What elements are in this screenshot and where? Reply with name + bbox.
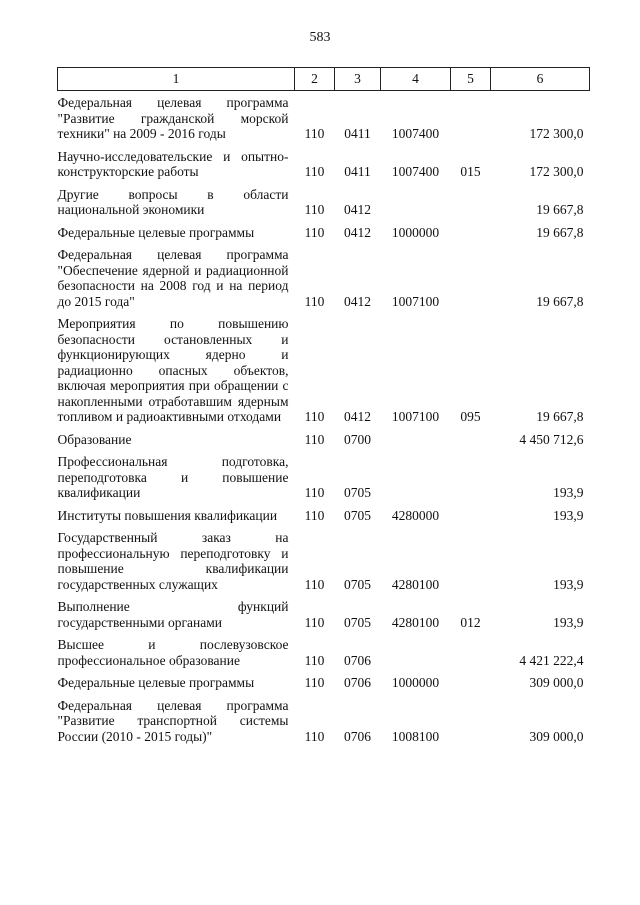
row-amount: 172 300,0 — [529, 164, 584, 179]
row-name: Федеральная целевая программа "Развитие гражданской морской техники" на 2009 - 2016 годы — [57, 95, 289, 141]
row-col-2: 110 — [304, 164, 325, 179]
row-col-3: 0705 — [344, 576, 371, 592]
row-amount: 19 667,8 — [536, 293, 584, 309]
row-col-3: 0411 — [344, 126, 371, 141]
table-header-row — [58, 68, 590, 91]
table-row — [58, 316, 590, 432]
row-col-3: 0412 — [344, 409, 371, 424]
row-col-4: 4280000 — [391, 507, 440, 523]
row-col-5 — [451, 454, 491, 508]
row-col-5 — [451, 637, 491, 675]
table-row — [58, 91, 590, 149]
row-col-2: 110 — [304, 728, 325, 744]
header-col-3: 3 — [335, 68, 381, 91]
table-row — [58, 675, 590, 698]
row-amount: 19 667,8 — [536, 224, 584, 240]
row-col-4 — [381, 187, 451, 225]
row-col-4: 1007100 — [391, 293, 440, 309]
row-name: Образование — [57, 431, 132, 447]
row-col-2: 110 — [304, 576, 325, 592]
row-col-3: 0412 — [344, 224, 371, 240]
table-row — [58, 454, 590, 508]
row-name: Другие вопросы в области национальной экономики — [57, 186, 289, 217]
table-body — [58, 91, 590, 752]
row-col-5 — [451, 698, 491, 752]
row-col-3: 0705 — [344, 507, 371, 523]
row-col-3: 0706 — [344, 675, 371, 690]
table-row — [58, 432, 590, 455]
row-col-3: 0706 — [344, 728, 371, 744]
table-row — [58, 149, 590, 187]
row-col-4: 1008100 — [391, 728, 440, 744]
row-col-5: 012 — [460, 614, 481, 630]
row-name: Выполнение функций государственными органами — [57, 599, 289, 630]
row-col-5 — [451, 225, 491, 248]
row-col-5 — [451, 91, 491, 149]
row-col-4: 1007400 — [391, 126, 440, 141]
row-col-5 — [451, 508, 491, 531]
row-col-5 — [451, 530, 491, 599]
row-col-5 — [451, 675, 491, 698]
row-col-2: 110 — [304, 293, 325, 309]
row-amount: 19 667,8 — [536, 409, 584, 424]
header-col-1: 1 — [58, 68, 295, 91]
row-col-5 — [451, 187, 491, 225]
row-col-3: 0700 — [344, 431, 371, 447]
row-col-3: 0412 — [344, 293, 371, 309]
row-col-5: 095 — [460, 409, 481, 424]
row-col-3: 0412 — [344, 202, 371, 217]
row-amount: 309 000,0 — [529, 675, 584, 690]
row-name: Федеральная целевая программа "Обеспечение ядерной и радиационной безопасности на 2008 год и на период до 2015 года" — [57, 247, 289, 309]
row-col-2: 110 — [304, 409, 325, 424]
row-amount: 193,9 — [553, 614, 584, 630]
header-col-2: 2 — [295, 68, 335, 91]
row-name: Федеральные целевые программы — [57, 675, 255, 690]
header-col-4: 4 — [381, 68, 451, 91]
row-amount: 193,9 — [553, 507, 584, 523]
row-col-4 — [381, 454, 451, 508]
row-name: Федеральная целевая программа "Развитие транспортной системы России (2010 - 2015 годы)" — [57, 697, 289, 744]
row-col-4: 1007400 — [391, 164, 440, 179]
row-amount: 19 667,8 — [536, 202, 584, 217]
row-name: Высшее и послевузовское профессиональное образование — [57, 637, 289, 668]
table-row — [58, 508, 590, 531]
table-row — [58, 698, 590, 752]
row-col-2: 110 — [304, 507, 325, 523]
row-col-2: 110 — [304, 126, 325, 141]
row-col-2: 110 — [304, 652, 325, 668]
row-col-4: 4280100 — [391, 576, 440, 592]
row-name: Институты повышения квалификации — [57, 507, 278, 523]
row-col-5 — [451, 432, 491, 455]
row-col-4: 1000000 — [391, 224, 440, 240]
row-name: Государственный заказ на профессиональную переподготовку и повышение квалификации государственных служащих — [57, 530, 289, 592]
row-col-3: 0705 — [344, 485, 371, 500]
row-amount: 309 000,0 — [529, 728, 584, 744]
row-name: Федеральные целевые программы — [57, 224, 255, 240]
row-amount: 193,9 — [553, 485, 584, 500]
row-col-2: 110 — [304, 485, 325, 500]
page-number: 583 — [309, 30, 331, 45]
budget-table — [57, 67, 590, 751]
row-amount: 4 450 712,6 — [519, 431, 584, 447]
row-amount: 4 421 222,4 — [519, 652, 584, 668]
header-col-6: 6 — [491, 68, 590, 91]
row-col-4: 4280100 — [391, 614, 440, 630]
row-col-2: 110 — [304, 224, 325, 240]
row-col-2: 110 — [304, 675, 325, 690]
row-col-4: 1000000 — [391, 675, 440, 690]
row-col-2: 110 — [304, 614, 325, 630]
table-row — [58, 530, 590, 599]
row-name: Мероприятия по повышению безопасности остановленных и функционирующих ядерно и радиационно опасных объектов, включая мероприятия при обращении с накопленными отработавшим ядерным топливом и радиоактивными отходами — [57, 316, 289, 424]
row-col-4: 1007100 — [391, 409, 440, 424]
header-col-5: 5 — [451, 68, 491, 91]
row-col-3: 0706 — [344, 652, 371, 668]
row-col-3: 0411 — [344, 164, 371, 179]
row-col-2: 110 — [304, 431, 325, 447]
row-col-2: 110 — [304, 202, 325, 217]
row-name: Профессиональная подготовка, переподготовка и повышение квалификации — [57, 454, 289, 500]
row-col-4 — [381, 637, 451, 675]
table-row — [58, 637, 590, 675]
table-row — [58, 247, 590, 316]
table-row — [58, 187, 590, 225]
row-col-5: 015 — [460, 164, 481, 179]
row-name: Научно-исследовательские и опытно-конструкторские работы — [57, 148, 289, 179]
row-col-4 — [381, 432, 451, 455]
table-row — [58, 599, 590, 637]
row-amount: 193,9 — [553, 576, 584, 592]
row-amount: 172 300,0 — [529, 126, 584, 141]
table-row — [58, 225, 590, 248]
row-col-3: 0705 — [344, 614, 371, 630]
row-col-5 — [451, 247, 491, 316]
